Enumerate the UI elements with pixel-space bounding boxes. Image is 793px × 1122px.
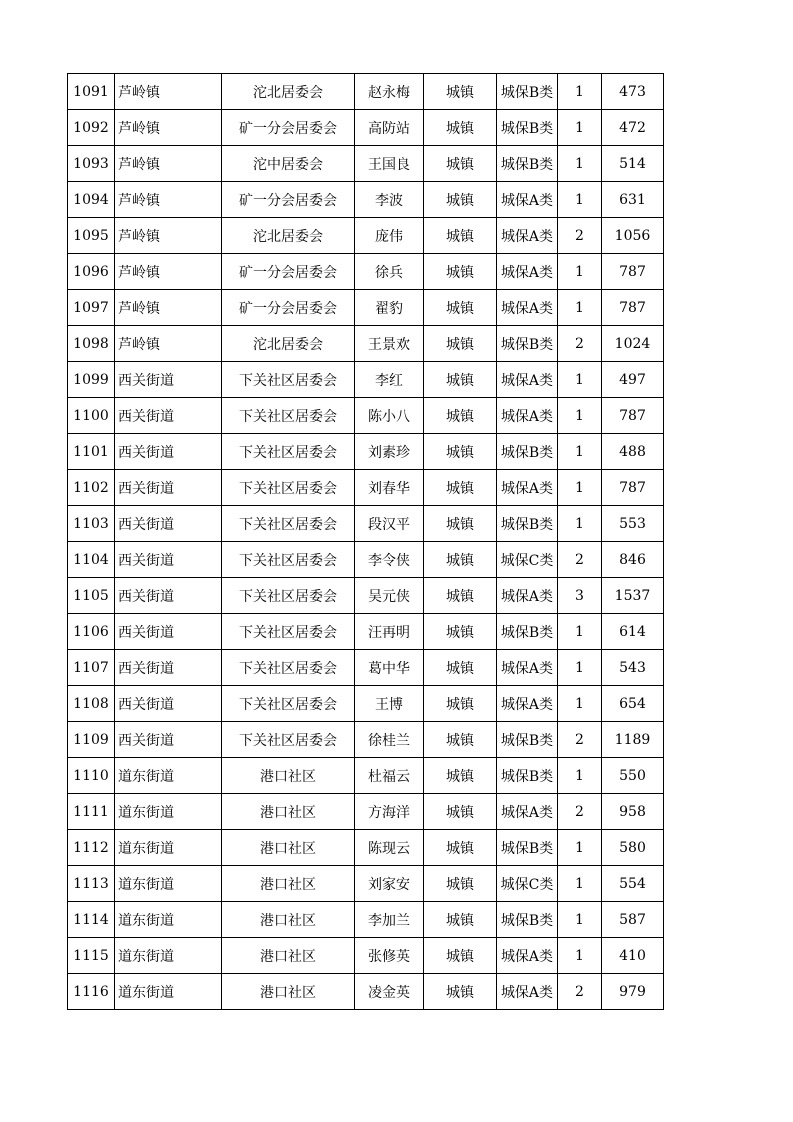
cell-household-count: 1 (558, 902, 602, 938)
cell-household-count: 2 (558, 542, 602, 578)
cell-community: 港口社区 (222, 974, 355, 1010)
cell-town: 道东街道 (115, 830, 222, 866)
cell-area-type: 城镇 (424, 650, 497, 686)
cell-insurance-category: 城保B类 (497, 506, 558, 542)
cell-area-type: 城镇 (424, 182, 497, 218)
cell-amount: 787 (602, 290, 664, 326)
cell-person-name: 李波 (355, 182, 424, 218)
cell-person-name: 葛中华 (355, 650, 424, 686)
cell-area-type: 城镇 (424, 470, 497, 506)
cell-amount: 631 (602, 182, 664, 218)
cell-area-type: 城镇 (424, 218, 497, 254)
cell-town: 芦岭镇 (115, 326, 222, 362)
cell-amount: 587 (602, 902, 664, 938)
cell-area-type: 城镇 (424, 74, 497, 110)
cell-household-count: 2 (558, 794, 602, 830)
cell-serial-number: 1107 (68, 650, 115, 686)
cell-household-count: 3 (558, 578, 602, 614)
cell-area-type: 城镇 (424, 110, 497, 146)
cell-person-name: 杜福云 (355, 758, 424, 794)
cell-insurance-category: 城保A类 (497, 578, 558, 614)
cell-town: 西关街道 (115, 542, 222, 578)
cell-area-type: 城镇 (424, 254, 497, 290)
cell-household-count: 1 (558, 74, 602, 110)
cell-person-name: 陈小八 (355, 398, 424, 434)
table-row (68, 470, 664, 506)
cell-community: 下关社区居委会 (222, 614, 355, 650)
table-row (68, 146, 664, 182)
cell-community: 港口社区 (222, 938, 355, 974)
cell-amount: 1189 (602, 722, 664, 758)
cell-community: 沱北居委会 (222, 326, 355, 362)
cell-area-type: 城镇 (424, 578, 497, 614)
cell-area-type: 城镇 (424, 974, 497, 1010)
cell-town: 道东街道 (115, 758, 222, 794)
cell-household-count: 2 (558, 326, 602, 362)
cell-person-name: 翟豹 (355, 290, 424, 326)
cell-serial-number: 1094 (68, 182, 115, 218)
cell-household-count: 1 (558, 362, 602, 398)
table-row (68, 506, 664, 542)
cell-community: 下关社区居委会 (222, 650, 355, 686)
cell-amount: 473 (602, 74, 664, 110)
cell-insurance-category: 城保A类 (497, 182, 558, 218)
table-row (68, 614, 664, 650)
cell-town: 西关街道 (115, 506, 222, 542)
cell-serial-number: 1112 (68, 830, 115, 866)
cell-town: 西关街道 (115, 578, 222, 614)
cell-area-type: 城镇 (424, 866, 497, 902)
cell-town: 西关街道 (115, 398, 222, 434)
cell-community: 沱中居委会 (222, 146, 355, 182)
cell-household-count: 1 (558, 182, 602, 218)
cell-serial-number: 1100 (68, 398, 115, 434)
table-row (68, 794, 664, 830)
cell-community: 下关社区居委会 (222, 506, 355, 542)
cell-amount: 979 (602, 974, 664, 1010)
cell-person-name: 汪再明 (355, 614, 424, 650)
cell-person-name: 王国良 (355, 146, 424, 182)
cell-town: 西关街道 (115, 434, 222, 470)
table-row (68, 218, 664, 254)
cell-area-type: 城镇 (424, 830, 497, 866)
cell-insurance-category: 城保A类 (497, 398, 558, 434)
cell-amount: 550 (602, 758, 664, 794)
cell-household-count: 1 (558, 866, 602, 902)
cell-serial-number: 1097 (68, 290, 115, 326)
cell-serial-number: 1115 (68, 938, 115, 974)
cell-amount: 787 (602, 254, 664, 290)
table-row (68, 326, 664, 362)
cell-town: 芦岭镇 (115, 182, 222, 218)
cell-community: 港口社区 (222, 758, 355, 794)
cell-household-count: 2 (558, 974, 602, 1010)
cell-insurance-category: 城保A类 (497, 938, 558, 974)
cell-area-type: 城镇 (424, 326, 497, 362)
cell-insurance-category: 城保B类 (497, 110, 558, 146)
cell-town: 西关街道 (115, 362, 222, 398)
cell-amount: 846 (602, 542, 664, 578)
cell-area-type: 城镇 (424, 362, 497, 398)
cell-community: 沱北居委会 (222, 218, 355, 254)
cell-area-type: 城镇 (424, 398, 497, 434)
cell-community: 矿一分会居委会 (222, 290, 355, 326)
cell-person-name: 赵永梅 (355, 74, 424, 110)
cell-insurance-category: 城保B类 (497, 902, 558, 938)
cell-town: 道东街道 (115, 866, 222, 902)
cell-serial-number: 1110 (68, 758, 115, 794)
cell-serial-number: 1106 (68, 614, 115, 650)
cell-town: 芦岭镇 (115, 290, 222, 326)
table-row (68, 110, 664, 146)
cell-insurance-category: 城保A类 (497, 218, 558, 254)
cell-amount: 1056 (602, 218, 664, 254)
cell-serial-number: 1102 (68, 470, 115, 506)
cell-town: 芦岭镇 (115, 254, 222, 290)
cell-amount: 553 (602, 506, 664, 542)
cell-insurance-category: 城保B类 (497, 74, 558, 110)
cell-person-name: 段汉平 (355, 506, 424, 542)
cell-community: 下关社区居委会 (222, 362, 355, 398)
table-row (68, 650, 664, 686)
cell-amount: 958 (602, 794, 664, 830)
cell-town: 芦岭镇 (115, 218, 222, 254)
cell-serial-number: 1103 (68, 506, 115, 542)
cell-area-type: 城镇 (424, 758, 497, 794)
cell-person-name: 刘家安 (355, 866, 424, 902)
table-row (68, 434, 664, 470)
cell-town: 西关街道 (115, 614, 222, 650)
cell-serial-number: 1092 (68, 110, 115, 146)
cell-insurance-category: 城保A类 (497, 794, 558, 830)
cell-amount: 543 (602, 650, 664, 686)
cell-person-name: 高防站 (355, 110, 424, 146)
cell-insurance-category: 城保A类 (497, 470, 558, 506)
cell-community: 港口社区 (222, 830, 355, 866)
cell-community: 港口社区 (222, 794, 355, 830)
cell-town: 道东街道 (115, 974, 222, 1010)
table-row (68, 290, 664, 326)
cell-area-type: 城镇 (424, 902, 497, 938)
table-row (68, 830, 664, 866)
records-table-body (68, 74, 664, 1010)
cell-area-type: 城镇 (424, 290, 497, 326)
cell-town: 西关街道 (115, 470, 222, 506)
cell-household-count: 1 (558, 110, 602, 146)
cell-community: 矿一分会居委会 (222, 254, 355, 290)
cell-community: 沱北居委会 (222, 74, 355, 110)
cell-household-count: 1 (558, 758, 602, 794)
cell-amount: 497 (602, 362, 664, 398)
cell-person-name: 李加兰 (355, 902, 424, 938)
cell-community: 矿一分会居委会 (222, 110, 355, 146)
cell-serial-number: 1101 (68, 434, 115, 470)
cell-insurance-category: 城保A类 (497, 974, 558, 1010)
table-row (68, 182, 664, 218)
cell-community: 下关社区居委会 (222, 542, 355, 578)
cell-amount: 514 (602, 146, 664, 182)
cell-insurance-category: 城保A类 (497, 686, 558, 722)
cell-household-count: 1 (558, 506, 602, 542)
cell-insurance-category: 城保C类 (497, 866, 558, 902)
cell-serial-number: 1104 (68, 542, 115, 578)
cell-area-type: 城镇 (424, 938, 497, 974)
cell-serial-number: 1091 (68, 74, 115, 110)
cell-insurance-category: 城保A类 (497, 254, 558, 290)
cell-person-name: 王博 (355, 686, 424, 722)
cell-household-count: 1 (558, 938, 602, 974)
cell-area-type: 城镇 (424, 506, 497, 542)
cell-insurance-category: 城保B类 (497, 434, 558, 470)
cell-town: 道东街道 (115, 902, 222, 938)
cell-area-type: 城镇 (424, 146, 497, 182)
cell-serial-number: 1113 (68, 866, 115, 902)
table-row (68, 686, 664, 722)
cell-insurance-category: 城保B类 (497, 146, 558, 182)
records-table (67, 73, 664, 1010)
table-row (68, 362, 664, 398)
cell-area-type: 城镇 (424, 686, 497, 722)
cell-community: 下关社区居委会 (222, 578, 355, 614)
cell-amount: 554 (602, 866, 664, 902)
cell-serial-number: 1111 (68, 794, 115, 830)
table-row (68, 902, 664, 938)
cell-area-type: 城镇 (424, 722, 497, 758)
table-row (68, 578, 664, 614)
cell-amount: 410 (602, 938, 664, 974)
cell-serial-number: 1116 (68, 974, 115, 1010)
cell-household-count: 1 (558, 830, 602, 866)
cell-serial-number: 1109 (68, 722, 115, 758)
cell-household-count: 1 (558, 434, 602, 470)
cell-insurance-category: 城保B类 (497, 722, 558, 758)
cell-community: 港口社区 (222, 866, 355, 902)
table-row (68, 254, 664, 290)
cell-town: 西关街道 (115, 722, 222, 758)
table-row (68, 74, 664, 110)
cell-amount: 787 (602, 398, 664, 434)
table-row (68, 542, 664, 578)
table-row (68, 866, 664, 902)
cell-serial-number: 1098 (68, 326, 115, 362)
cell-insurance-category: 城保B类 (497, 326, 558, 362)
cell-amount: 472 (602, 110, 664, 146)
cell-insurance-category: 城保B类 (497, 830, 558, 866)
cell-insurance-category: 城保A类 (497, 650, 558, 686)
cell-town: 芦岭镇 (115, 110, 222, 146)
cell-amount: 654 (602, 686, 664, 722)
cell-serial-number: 1096 (68, 254, 115, 290)
cell-household-count: 1 (558, 290, 602, 326)
table-row (68, 722, 664, 758)
cell-person-name: 陈现云 (355, 830, 424, 866)
cell-person-name: 吴元侠 (355, 578, 424, 614)
cell-amount: 614 (602, 614, 664, 650)
cell-household-count: 2 (558, 218, 602, 254)
table-row (68, 398, 664, 434)
cell-serial-number: 1093 (68, 146, 115, 182)
cell-person-name: 李红 (355, 362, 424, 398)
cell-household-count: 1 (558, 614, 602, 650)
table-row (68, 758, 664, 794)
cell-community: 下关社区居委会 (222, 722, 355, 758)
cell-amount: 1024 (602, 326, 664, 362)
cell-town: 芦岭镇 (115, 146, 222, 182)
cell-person-name: 方海洋 (355, 794, 424, 830)
cell-person-name: 刘素珍 (355, 434, 424, 470)
cell-household-count: 1 (558, 254, 602, 290)
cell-household-count: 2 (558, 722, 602, 758)
cell-household-count: 1 (558, 470, 602, 506)
cell-area-type: 城镇 (424, 614, 497, 650)
table-row (68, 938, 664, 974)
cell-insurance-category: 城保B类 (497, 614, 558, 650)
cell-community: 下关社区居委会 (222, 434, 355, 470)
cell-town: 西关街道 (115, 650, 222, 686)
cell-person-name: 庞伟 (355, 218, 424, 254)
cell-town: 道东街道 (115, 938, 222, 974)
cell-serial-number: 1114 (68, 902, 115, 938)
cell-area-type: 城镇 (424, 794, 497, 830)
cell-person-name: 刘春华 (355, 470, 424, 506)
cell-household-count: 1 (558, 398, 602, 434)
cell-serial-number: 1108 (68, 686, 115, 722)
cell-insurance-category: 城保C类 (497, 542, 558, 578)
cell-person-name: 李令侠 (355, 542, 424, 578)
table-row (68, 974, 664, 1010)
cell-person-name: 徐兵 (355, 254, 424, 290)
cell-household-count: 1 (558, 650, 602, 686)
cell-town: 道东街道 (115, 794, 222, 830)
cell-insurance-category: 城保A类 (497, 362, 558, 398)
cell-community: 下关社区居委会 (222, 470, 355, 506)
cell-serial-number: 1105 (68, 578, 115, 614)
cell-community: 港口社区 (222, 902, 355, 938)
cell-town: 芦岭镇 (115, 74, 222, 110)
cell-area-type: 城镇 (424, 434, 497, 470)
cell-community: 下关社区居委会 (222, 686, 355, 722)
cell-person-name: 凌金英 (355, 974, 424, 1010)
cell-serial-number: 1095 (68, 218, 115, 254)
cell-amount: 787 (602, 470, 664, 506)
cell-household-count: 1 (558, 686, 602, 722)
cell-insurance-category: 城保B类 (497, 758, 558, 794)
cell-amount: 580 (602, 830, 664, 866)
cell-person-name: 徐桂兰 (355, 722, 424, 758)
cell-person-name: 张修英 (355, 938, 424, 974)
cell-household-count: 1 (558, 146, 602, 182)
cell-amount: 488 (602, 434, 664, 470)
cell-insurance-category: 城保A类 (497, 290, 558, 326)
cell-community: 矿一分会居委会 (222, 182, 355, 218)
cell-amount: 1537 (602, 578, 664, 614)
cell-area-type: 城镇 (424, 542, 497, 578)
cell-serial-number: 1099 (68, 362, 115, 398)
cell-town: 西关街道 (115, 686, 222, 722)
cell-person-name: 王景欢 (355, 326, 424, 362)
cell-community: 下关社区居委会 (222, 398, 355, 434)
